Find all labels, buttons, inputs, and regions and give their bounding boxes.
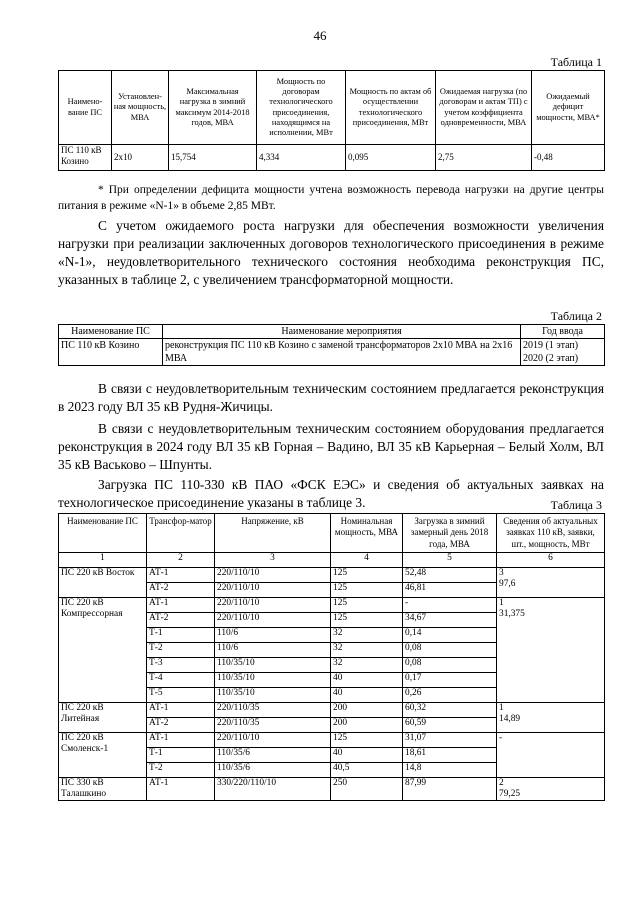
paragraph-3: В связи с неудовлетворительным техническим состоянием оборудования предлагается реконструкция в 2024 году ВЛ 35 кВ Горная – Вадино, ВЛ 35 кВ Карьерная – Белый Холм, ВЛ 35 кВ Васьково – Шпунты. [58, 421, 604, 472]
table3-cell: 110/35/6 [215, 748, 331, 763]
table3-requests-count: 2 [499, 778, 504, 789]
table3-cell: 110/35/10 [215, 673, 331, 688]
table3-header-row [59, 514, 605, 553]
table3-cell: АТ-2 [147, 613, 215, 628]
table3-cell: Т-1 [147, 628, 215, 643]
table3-cell: Т-2 [147, 763, 215, 778]
paragraph-2: В связи с неудовлетворительным техническим состоянием предлагается реконструкция в 2023 году ВЛ 35 кВ Рудня-Жичицы. [58, 381, 604, 414]
table3-requests-power: 97,6 [499, 579, 516, 590]
table3-requests-power: 14,89 [499, 714, 521, 725]
table3-cell: 0,14 [403, 628, 497, 643]
table3-cell: АТ-2 [147, 718, 215, 733]
table3-requests-count: - [499, 733, 503, 744]
table2 [58, 324, 605, 366]
table3-requests-power: 31,375 [499, 609, 525, 620]
table3-cell: Т-2 [147, 643, 215, 658]
table3-cell: - [403, 598, 497, 613]
table1-caption: Таблица 1 [550, 55, 602, 69]
table1-cell: 2х10 [112, 145, 169, 171]
table3-cell: 125 [331, 583, 403, 598]
table2-header-cell: Наименование ПС [59, 325, 163, 339]
table1-cell: ПС 110 кВ Козино [59, 145, 112, 171]
table1-header-cell: Наимено-вание ПС [59, 71, 112, 145]
table3-cell: 220/110/35 [215, 718, 331, 733]
table3-cell: АТ-2 [147, 583, 215, 598]
table3-cell: 87,99 [403, 778, 497, 801]
table3-cell: 125 [331, 598, 403, 613]
table1-header-cell: Мощность по договорам технологического присоединения, находящимся на исполнении, МВт [257, 71, 346, 145]
table1-note: * При определении дефицита мощности учтена возможность перевода нагрузки на другие центры питания в режиме «N-1» в объеме 2,85 МВт. [58, 184, 604, 212]
table2-header-cell: Наименование мероприятия [163, 325, 521, 339]
table3-cell: 200 [331, 703, 403, 718]
table3-cell: АТ-1 [147, 598, 215, 613]
table3-cell: 220/110/10 [215, 598, 331, 613]
table1-header-cell: Установлен-ная мощность, МВА [112, 71, 169, 145]
table1-header-cell: Максимальная нагрузка в зимний максимум 2014-2018 годов, МВА [169, 71, 257, 145]
table3-requests-count: 1 [499, 703, 504, 714]
table3-cell: 220/110/10 [215, 568, 331, 583]
table3-cell: 34,67 [403, 613, 497, 628]
table3-requests [497, 778, 605, 801]
table3-caption: Таблица 3 [550, 498, 602, 512]
table3-requests [497, 703, 605, 733]
table1-cell: 0,095 [346, 145, 436, 171]
table3-requests-power: 79,25 [499, 789, 521, 800]
table3-cell: 0,17 [403, 673, 497, 688]
table3-cell: АТ-1 [147, 733, 215, 748]
table1-cell: 2,75 [436, 145, 532, 171]
table3-column-number: 5 [403, 553, 497, 568]
table3 [58, 513, 605, 801]
table3-cell: 110/6 [215, 643, 331, 658]
table3-column-number: 4 [331, 553, 403, 568]
table3-header-cell: Трансфор-матор [147, 514, 215, 553]
table3-cell: 110/35/10 [215, 658, 331, 673]
table3-header-cell: Наименование ПС [59, 514, 147, 553]
table2-year-1: 2019 (1 этап) [523, 340, 579, 351]
table1-header-cell: Ожидаемая нагрузка (по договорам и актам ТП) с учетом коэффициента одновременности, МВА [436, 71, 532, 145]
table3-column-number: 1 [59, 553, 147, 568]
paragraph-1: С учетом ожидаемого роста нагрузки для обеспечения возможности увеличения нагрузки при реализации заключенных договоров технологического присоединения в режиме «N-1», неудовлетворительного технического состояния необходима реконструкция ПС, указанных в таблице 2, с увеличением трансформаторной мощности. [58, 218, 604, 287]
table1-header-row [59, 71, 605, 145]
table3-cell: 0,26 [403, 688, 497, 703]
table3-column-number: 2 [147, 553, 215, 568]
table2-cell-ps: ПС 110 кВ Козино [59, 339, 163, 366]
table3-requests [497, 568, 605, 598]
table1-cell: 15,754 [169, 145, 257, 171]
table3-requests [497, 733, 605, 778]
table3-cell: 125 [331, 613, 403, 628]
table3-cell: 40,5 [331, 763, 403, 778]
table3-cell: 0,08 [403, 658, 497, 673]
table3-cell: 330/220/110/10 [215, 778, 331, 801]
table3-cell: 14,8 [403, 763, 497, 778]
table3-requests-count: 3 [499, 568, 504, 579]
table3-ps-name: ПС 220 кВ Смоленск-1 [59, 733, 147, 778]
paragraph-4: Загрузка ПС 110-330 кВ ПАО «ФСК ЕЭС» и сведения об актуальных заявках на технологическое присоединение указаны в таблице 3. [58, 477, 604, 510]
table3-ps-name: ПС 330 кВ Талашкино [59, 778, 147, 801]
table3-cell: 40 [331, 688, 403, 703]
table3-cell: 32 [331, 628, 403, 643]
table3-header-cell: Напряжение, кВ [215, 514, 331, 553]
page-number: 46 [313, 28, 327, 43]
table3-cell: Т-3 [147, 658, 215, 673]
table2-row [59, 339, 605, 366]
table3-cell: 220/110/10 [215, 583, 331, 598]
table3-ps-name: ПС 220 кВ Литейная [59, 703, 147, 733]
table3-cell: 32 [331, 643, 403, 658]
table3-column-number-row [59, 553, 605, 568]
table3-cell: АТ-1 [147, 778, 215, 801]
table3-cell: Т-5 [147, 688, 215, 703]
table2-year-2: 2020 (2 этап) [523, 353, 579, 364]
table3-cell: 220/110/35 [215, 703, 331, 718]
table3-row [59, 568, 605, 583]
table3-column-number: 3 [215, 553, 331, 568]
table3-cell: 250 [331, 778, 403, 801]
table3-cell: 220/110/10 [215, 613, 331, 628]
table3-cell: 31,07 [403, 733, 497, 748]
table1-header-cell: Мощность по актам об осуществлении технологического присоединения, МВт [346, 71, 436, 145]
table3-cell: 110/35/6 [215, 763, 331, 778]
table3-row [59, 703, 605, 718]
table3-cell: Т-4 [147, 673, 215, 688]
table3-cell: 32 [331, 658, 403, 673]
table3-cell: 110/6 [215, 628, 331, 643]
table3-ps-name: ПС 220 кВ Восток [59, 568, 147, 598]
table3-requests-count: 1 [499, 598, 504, 609]
table3-cell: 60,32 [403, 703, 497, 718]
table3-cell: 220/110/10 [215, 733, 331, 748]
table3-cell: 52,48 [403, 568, 497, 583]
table1 [58, 70, 605, 171]
table3-cell: 18,61 [403, 748, 497, 763]
table2-caption: Таблица 2 [550, 309, 602, 323]
table2-cell-year [521, 339, 605, 366]
table3-column-number: 6 [497, 553, 605, 568]
table3-header-cell: Номинальная мощность, МВА [331, 514, 403, 553]
table3-cell: 200 [331, 718, 403, 733]
table3-cell: Т-1 [147, 748, 215, 763]
table2-header-cell: Год ввода [521, 325, 605, 339]
table3-header-cell: Загрузка в зимний замерный день 2018 года, МВА [403, 514, 497, 553]
table3-cell: 40 [331, 673, 403, 688]
table3-row [59, 778, 605, 801]
table2-header-row [59, 325, 605, 339]
table3-ps-name: ПС 220 кВ Компрессорная [59, 598, 147, 703]
table3-cell: АТ-1 [147, 568, 215, 583]
table3-row [59, 733, 605, 748]
table3-cell: 60,59 [403, 718, 497, 733]
table3-cell: 0,08 [403, 643, 497, 658]
table3-cell: 125 [331, 733, 403, 748]
table2-cell-measure: реконструкция ПС 110 кВ Козино с заменой трансформаторов 2х10 МВА на 2х16 МВА [163, 339, 521, 366]
table3-requests [497, 598, 605, 703]
table3-row [59, 598, 605, 613]
table1-cell: 4,334 [257, 145, 346, 171]
table3-cell: 125 [331, 568, 403, 583]
table1-header-cell: Ожидаемый дефицит мощности, МВА* [532, 71, 605, 145]
table3-header-cell: Сведения об актуальных заявках 110 кВ, заявки, шт., мощность, МВт [497, 514, 605, 553]
table3-cell: 46,81 [403, 583, 497, 598]
table1-cell: -0,48 [532, 145, 605, 171]
table3-cell: АТ-1 [147, 703, 215, 718]
table3-cell: 110/35/10 [215, 688, 331, 703]
table1-row [59, 145, 605, 171]
table3-cell: 40 [331, 748, 403, 763]
